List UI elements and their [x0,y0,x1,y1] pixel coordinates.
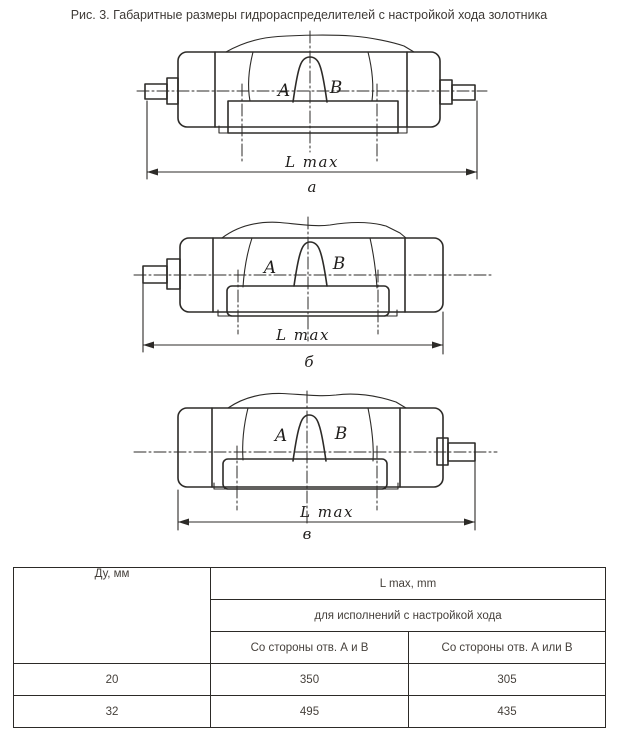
col-header-both-sides: Со стороны отв. А и В [211,632,409,664]
variant-v-label: в [302,525,312,543]
lmax-both-value: 495 [211,696,409,728]
du-value: 32 [14,696,211,728]
dimensions-table [13,567,606,728]
spool-hump [293,415,326,461]
insert-left-edge [243,238,252,287]
lmax-either-value: 435 [409,696,606,728]
valve-body-b [134,217,494,341]
arrow-right [432,342,443,349]
subheader-cell: для исполнений с настройкой хода [211,600,606,632]
insert-right-edge [368,408,373,461]
top-cover [222,222,406,238]
dim-label-lmax: L max [300,503,354,521]
body-outline [178,408,443,487]
dim-label-lmax: L max [285,153,339,171]
table-row [14,568,606,600]
variant-a-label: а [307,178,317,196]
lmax-header-cell: L max, mm [211,568,606,600]
du-header-cell: Ду, мм [14,568,211,664]
port-a-label: A [263,258,277,278]
du-value: 20 [14,664,211,696]
port-b-label: В [334,424,348,444]
top-cover [226,35,414,52]
spool-hump [294,242,327,286]
dimension-b [143,283,443,354]
drawing-variant-v [130,388,504,544]
port-a-label: A [277,81,291,101]
arrow-right [466,169,477,176]
right-collar [440,80,452,104]
dimension-a [147,101,477,179]
arrow-left [147,169,158,176]
valve-body-a [137,31,487,162]
lmax-both-value: 350 [211,664,409,696]
port-a-label: A [274,426,288,446]
insert-right-edge [368,52,373,101]
arrow-left [143,342,154,349]
insert-right-edge [370,238,377,288]
right-shaft [452,85,475,100]
col-header-either-side: Со стороны отв. А или В [409,632,606,664]
table-row [14,664,606,696]
drawing-variant-a [132,30,492,198]
arrow-right [464,519,475,526]
top-cover [228,393,406,408]
bottom-plate [228,101,398,133]
drawing-variant-b [130,214,504,370]
plate-flange [214,483,398,489]
port-b-label: В [332,254,346,274]
bottom-plate [223,459,387,489]
dim-label-lmax: L max [276,326,330,344]
figure-caption: Рис. 3. Габаритные размеры гидрораспределителей с настройкой хода золотника [70,8,548,22]
table-row [14,696,606,728]
arrow-left [178,519,189,526]
body-outline [178,52,440,127]
lmax-either-value: 305 [409,664,606,696]
variant-b-label: б [304,353,314,370]
port-b-label: В [329,78,343,98]
insert-left-edge [249,52,253,101]
left-collar [167,259,180,289]
